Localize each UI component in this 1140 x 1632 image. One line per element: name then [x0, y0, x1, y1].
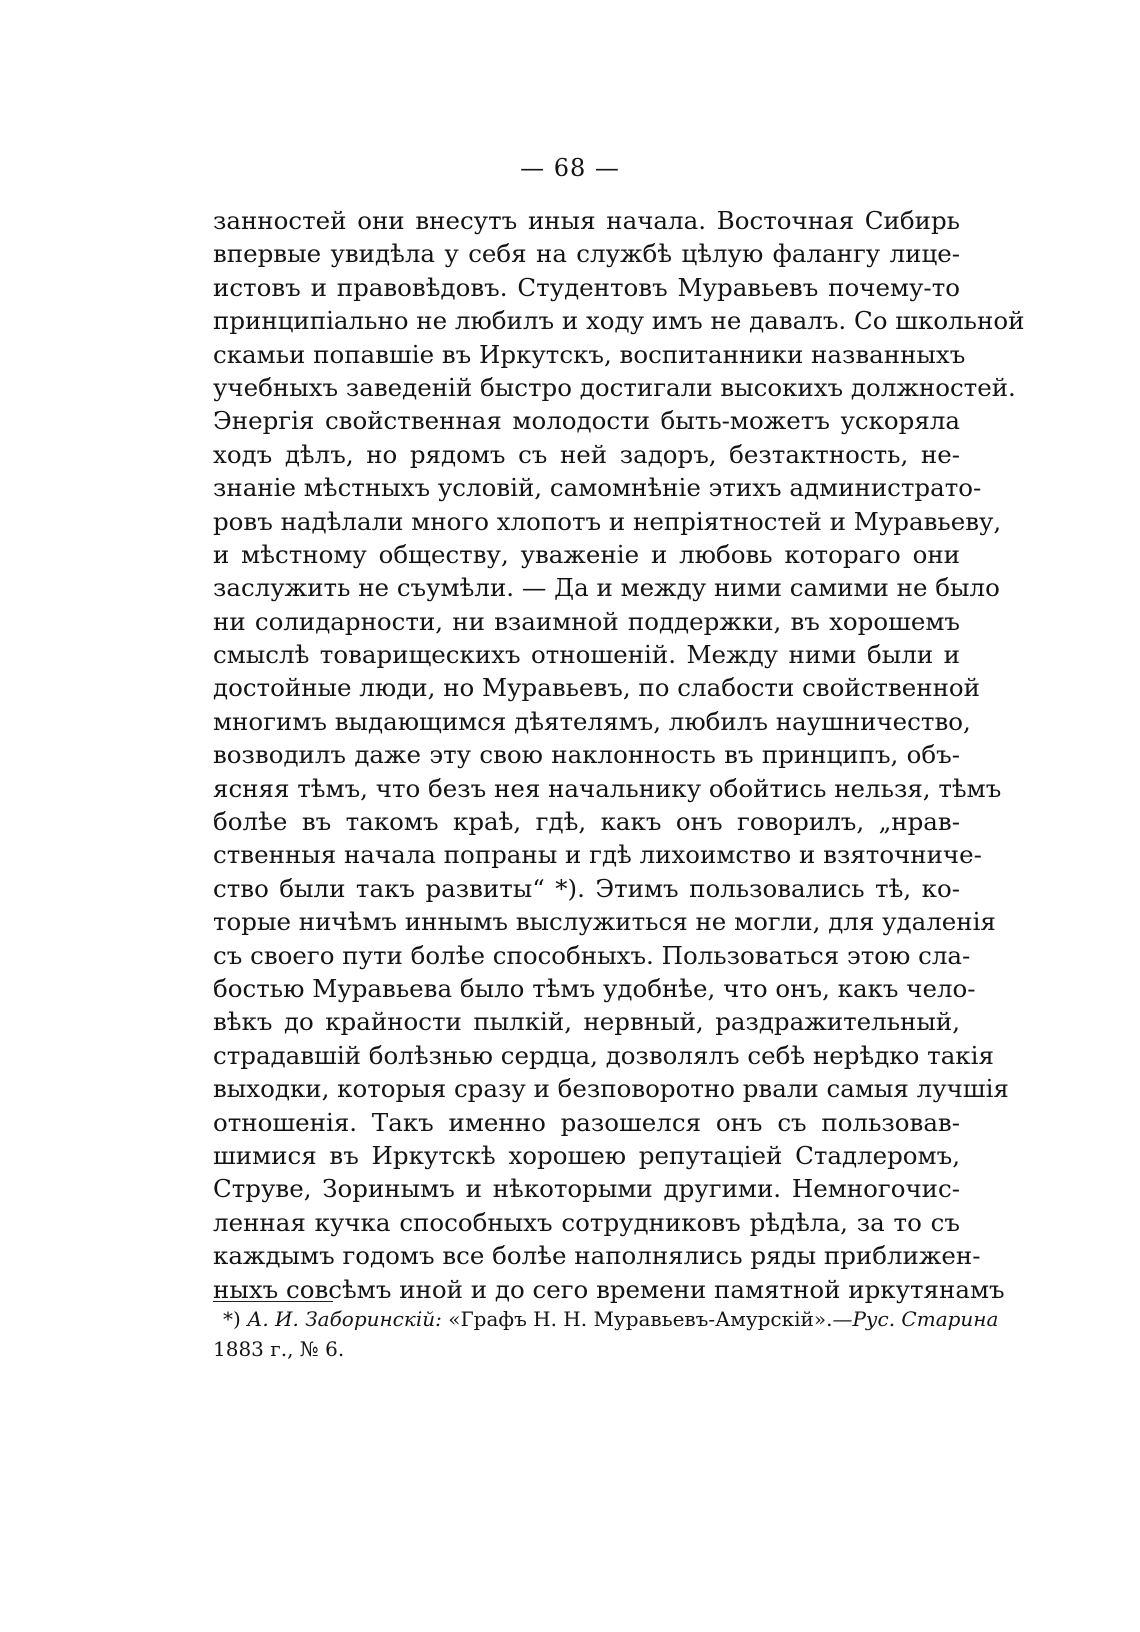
- text-line: истовъ и правовѣдовъ. Студентовъ Муравьевъ почему-то: [213, 272, 960, 302]
- text-line: впервые увидѣла у себя на службѣ цѣлую фалангу лице-: [213, 239, 960, 269]
- text-line: ство были такъ развиты“ *). Этимъ пользовались тѣ, ко-: [213, 873, 960, 903]
- text-line: многимъ выдающимся дѣятелямъ, любилъ наушничество,: [213, 706, 971, 736]
- text-line: возводилъ даже эту свою наклонность въ принципъ, объ-: [213, 740, 960, 770]
- footnote: [213, 1304, 999, 1364]
- body-text: [213, 204, 1025, 1306]
- text-line: принципіально не любилъ и ходу имъ не давалъ. Со школьной: [213, 306, 1025, 336]
- page-number: — 68 —: [520, 154, 620, 182]
- text-line: знаніе мѣстныхъ условій, самомнѣніе этихъ администрато-: [213, 473, 982, 503]
- footnote-journal: Рус. Старина: [852, 1307, 999, 1331]
- text-line: торые ничѣмъ иннымъ выслужиться не могли, для удаленія: [213, 907, 996, 937]
- footnote-title: «Графъ Н. Н. Муравьевъ-Амурскій».—: [448, 1307, 853, 1331]
- text-line: каждымъ годомъ все болѣе наполнялись ряды приближен-: [213, 1241, 981, 1271]
- footnote-divider: [213, 1301, 333, 1302]
- text-line: съ своего пути болѣе способныхъ. Пользоваться этою сла-: [213, 940, 971, 970]
- text-line: бостью Муравьева было тѣмъ удобнѣе, что онъ, какъ чело-: [213, 973, 976, 1003]
- footnote-line-1: [213, 1304, 999, 1334]
- text-line: скамьи попавшіе въ Иркутскъ, воспитанники названныхъ: [213, 339, 966, 369]
- footnote-author: А. И. Заборинскій:: [247, 1307, 442, 1331]
- footnote-line-2: [213, 1334, 960, 1364]
- text-line: Струве, Зоринымъ и нѣкоторыми другими. Немногочис-: [213, 1174, 960, 1204]
- text-line: Энергія свойственная молодости быть-можетъ ускоряла: [213, 406, 960, 436]
- text-line: ныхъ совсѣмъ иной и до сего времени памятной иркутянамъ: [213, 1274, 1005, 1304]
- text-line: занностей они внесутъ иныя начала. Восточная Сибирь: [213, 206, 960, 235]
- text-line: ровъ надѣлали много хлопотъ и непріятностей и Муравьеву,: [213, 506, 1002, 536]
- text-line: ни солидарности, ни взаимной поддержки, въ хорошемъ: [213, 606, 960, 636]
- text-line: заслужить не съумѣли. — Да и между ними самими не было: [213, 573, 1000, 603]
- text-line: ходъ дѣлъ, но рядомъ съ ней задоръ, безтактность, не-: [213, 439, 960, 469]
- text-line: страдавшій болѣзнью сердца, дозволялъ себѣ нерѣдко такія: [213, 1040, 994, 1070]
- text-line: выходки, которыя сразу и безповоротно рвали самыя лучшія: [213, 1074, 1009, 1104]
- footnote-year-issue: 1883 г., № 6.: [213, 1337, 345, 1361]
- text-line: ственныя начала попраны и гдѣ лихоимство и взяточниче-: [213, 840, 982, 870]
- text-line: смыслѣ товарищескихъ отношеній. Между ними были и: [213, 640, 960, 670]
- text-line: ясняя тѣмъ, что безъ нея начальнику обойтись нельзя, тѣмъ: [213, 773, 1002, 803]
- text-line: ленная кучка способныхъ сотрудниковъ рѣдѣла, за то съ: [213, 1207, 960, 1237]
- text-line: болѣе въ такомъ краѣ, гдѣ, какъ онъ говорилъ, „нрав-: [213, 807, 960, 837]
- text-line: учебныхъ заведеній быстро достигали высокихъ должностей.: [213, 372, 1016, 402]
- text-line: шимися въ Иркутскѣ хорошею репутаціей Стадлеромъ,: [213, 1140, 960, 1170]
- text-line: вѣкъ до крайности пылкій, нервный, раздражительный,: [213, 1007, 960, 1037]
- footnote-marker: *): [223, 1307, 241, 1331]
- text-line: и мѣстному обществу, уваженіе и любовь котораго они: [213, 539, 960, 569]
- text-line: достойные люди, но Муравьевъ, по слабости свойственной: [213, 673, 980, 703]
- text-line: отношенія. Такъ именно разошелся онъ съ пользовав-: [213, 1107, 960, 1137]
